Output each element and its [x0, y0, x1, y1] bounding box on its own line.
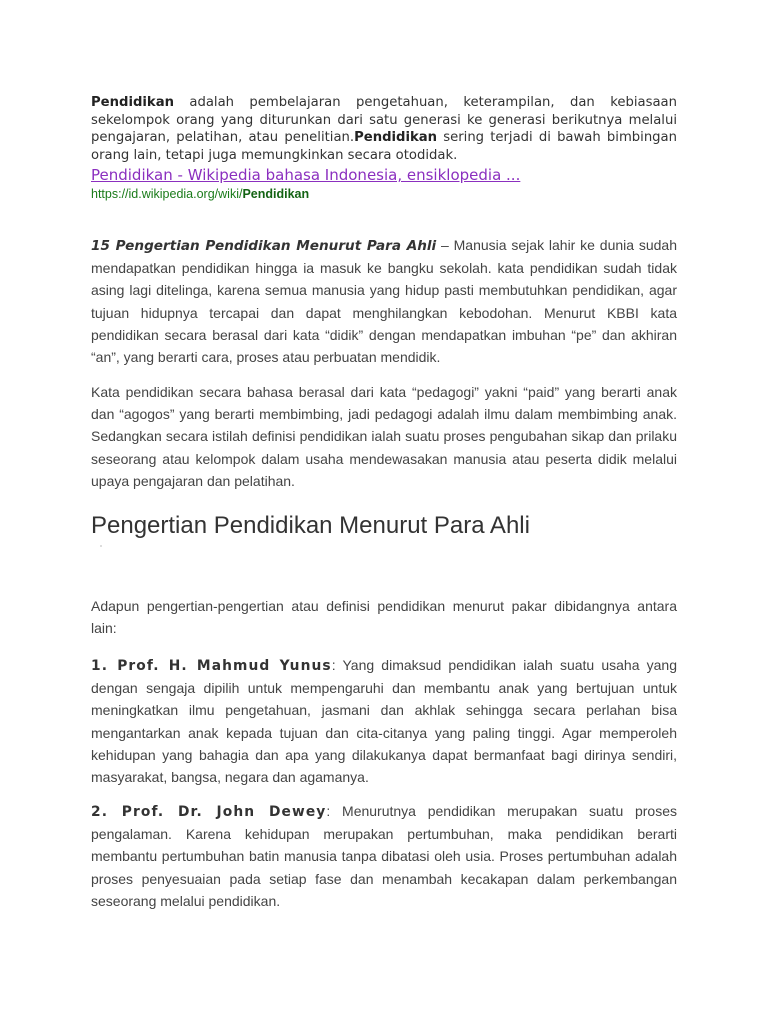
snippet-text: sering terjadi di bawah bimbingan orang lain, tetapi juga memungkinkan secara otodidak.: [91, 130, 677, 163]
expert-item: [91, 800, 677, 912]
snippet-term: Pendidikan: [91, 95, 174, 110]
etymology-paragraph: Kata pendidikan secara bahasa berasal dari kata “pedagogi” yakni “paid” yang berarti anak dan “agogos” yang berarti membimbing, jadi pedagogi adalah ilmu dalam membimbing anak. Sedangkan secara istilah definisi pendidikan ialah suatu proses pengubahan sikap dan prilaku seseorang atau kelompok dalam usaha mendewasakan manusia atau peserta didik melalui upaya pengajaran dan pelatihan.: [91, 384, 677, 489]
intro-text: – Manusia sejak lahir ke dunia sudah mendapatkan pendidikan hingga ia masuk ke bangku sekolah. kata pendidikan sudah tidak asing lagi ditelinga, karena semua manusia yang hidup pasti membutuhkan pendidikan, agar tujuan hidupnya tercapai dan dapat menghilangkan kebodohan. Menurut KBBI kata pendidikan secara berasal dari kata “didik” dengan mendapatkan imbuhan “pe” dan akhiran “an”, yang berarti cara, proses atau perbuatan mendidik.: [91, 237, 677, 366]
snippet-term: Pendidikan: [354, 130, 438, 145]
experts-intro-paragraph: Adapun pengertian-pengertian atau definisi pendidikan menurut pakar dibidangnya antara lain:: [91, 598, 677, 637]
source-url-prefix: https://id.wikipedia.org/wiki/: [91, 187, 243, 201]
source-url-page: Pendidikan: [242, 187, 310, 201]
intro-paragraph: [91, 234, 677, 368]
expert-definition: : Menurutnya pendidikan merupakan suatu proses pengalaman. Karena kehidupan merupakan pertumbuhan, maka pendidikan berarti membantu pertumbuhan batin manusia tanpa dibatasi oleh usia. Proses pertumbuhan adalah proses penyesuaian pada setiap fase dan menambah kecakapan dalam perkembangan seseorang melalui pendidikan.: [91, 803, 677, 909]
snippet-text: adalah pembelajaran pengetahuan, keterampilan, dan kebiasaan sekelompok orang yang diturunkan dari satu generasi ke generasi berikutnya melalui pengajaran, pelatihan, atau penelitian.: [91, 95, 677, 145]
section-heading: Pengertian Pendidikan Menurut Para Ahli: [91, 512, 530, 539]
expert-definition: : Yang dimaksud pendidikan ialah suatu usaha yang dengan sengaja dipilih untuk mempengaruhi dan membantu anak yang bertujuan untuk meningkatkan ilmu pengetahuan, jasmani dan akhlak sehingga secara perlahan bisa mengantarkan anak kepada tujuan dan cita-citanya yang paling tinggi. Agar memperoleh kehidupan yang bahagia dan apa yang dilakukanya dapat bermanfaat bagi dirinya sendiri, masyarakat, bangsa, negara dan agamanya.: [91, 657, 677, 786]
expert-item: [91, 654, 677, 788]
search-snippet: [91, 94, 677, 164]
expert-name: 1. Prof. H. Mahmud Yunus: [91, 658, 332, 674]
expert-name: 2. Prof. Dr. John Dewey: [91, 804, 327, 820]
divider-dot: [100, 545, 102, 547]
wikipedia-link[interactable]: Pendidikan - Wikipedia bahasa Indonesia, ensiklopedia ...: [91, 166, 521, 184]
source-url: [91, 186, 309, 202]
intro-lead: 15 Pengertian Pendidikan Menurut Para Ahli: [91, 238, 437, 254]
